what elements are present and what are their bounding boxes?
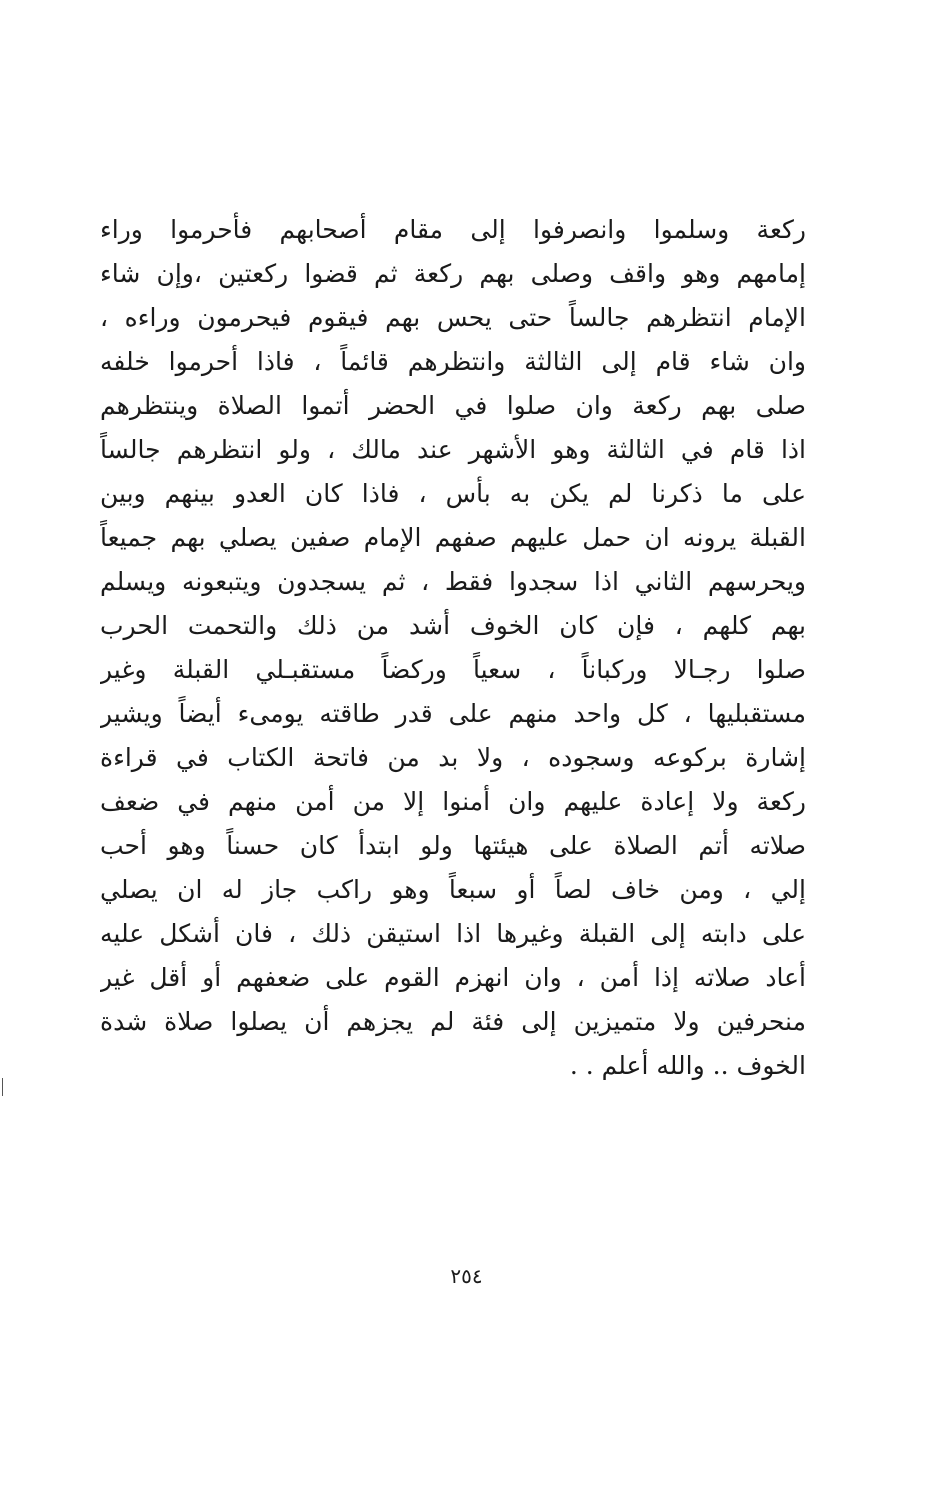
text-line: منحرفين ولا متميزين إلى فئة لم يجزهم أن يصلوا صلاة شدة [100,1007,806,1036]
text-line: صلى بهم ركعة وان صلوا في الحضر أتموا الصلاة وينتظرهم [100,391,806,420]
text-line: إمامهم وهو واقف وصلى بهم ركعة ثم قضوا ركعتين ،وإن شاء [100,259,806,288]
scan-mark [2,1078,6,1096]
text-line: بهم كلهم ، فإن كان الخوف أشد من ذلك والتحمت الحرب [100,611,806,640]
text-line: الإمام انتظرهم جالساً حتى يحس بهم فيقوم فيحرمون وراءه ، [100,303,806,332]
text-line: على ما ذكرنا لم يكن به بأس ، فاذا كان العدو بينهم وبين [100,479,806,508]
text-line: إلي ، ومن خاف لصاً أو سبعاً وهو راكب جاز له ان يصلي [100,875,806,904]
text-line: اذا قام في الثالثة وهو الأشهر عند مالك ، ولو انتظرهم جالساً [100,435,806,464]
text-line: ركعة وسلموا وانصرفوا إلى مقام أصحابهم فأحرموا وراء [100,215,806,244]
page-number: ٢٥٤ [450,1264,483,1288]
text-line: صلوا رجـالا وركباناً ، سعياً وركضاً مستقبـلي القبلة وغير [100,655,806,684]
text-line: وان شاء قام إلى الثالثة وانتظرهم قائماً ، فاذا أحرموا خلفه [100,347,806,376]
text-line: القبلة يرونه ان حمل عليهم صفهم الإمام صفين يصلي بهم جميعاً [100,523,806,552]
text-line: إشارة بركوعه وسجوده ، ولا بد من فاتحة الكتاب في قراءة [100,743,806,772]
text-line: صلاته أتم الصلاة على هيئتها ولو ابتدأ كان حسناً وهو أحب [100,831,806,860]
text-line: مستقبليها ، كل واحد منهم على قدر طاقته يومىء أيضاً ويشير [100,699,806,728]
text-line: ويحرسهم الثاني اذا سجدوا فقط ، ثم يسجدون ويتبعونه ويسلم [100,567,806,596]
text-line: أعاد صلاته إذا أمن ، وان انهزم القوم على ضعفهم أو أقل غير [100,963,806,992]
text-line: على دابته إلى القبلة وغيرها اذا استيقن ذلك ، فان أشكل عليه [100,919,806,948]
text-line: ركعة ولا إعادة عليهم وان أمنوا إلا من أمن منهم في ضعف [100,787,806,816]
text-line: الخوف .. والله أعلم . . [569,1051,806,1080]
body-text [100,208,806,1088]
